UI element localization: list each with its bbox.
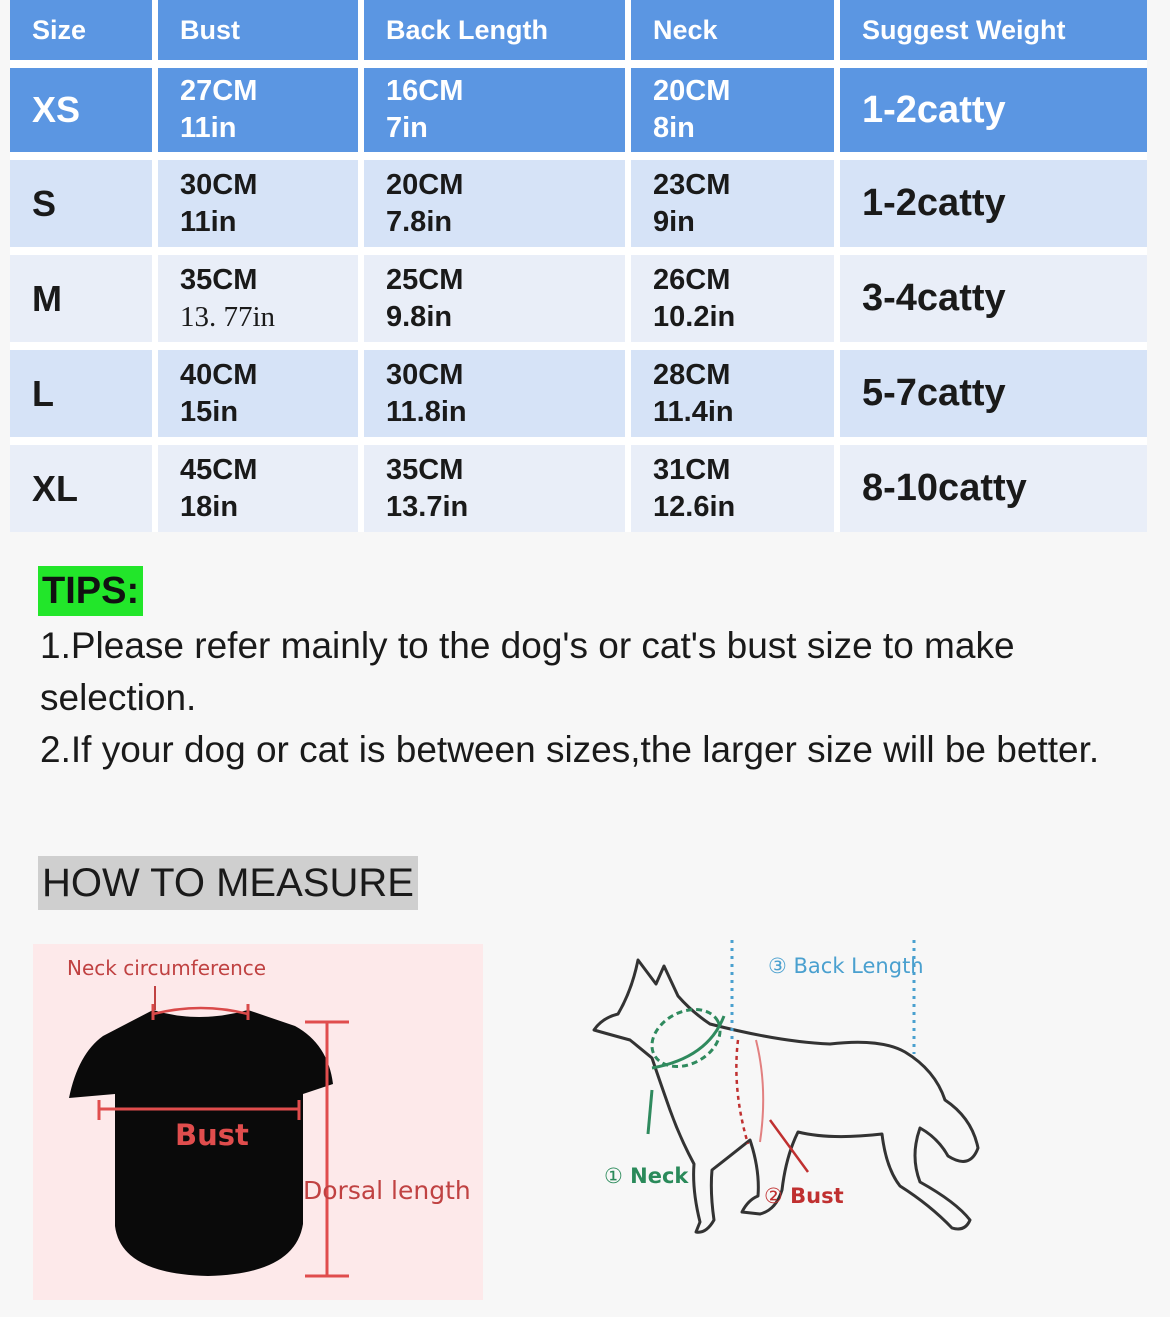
bust-cell (158, 255, 364, 350)
weight-cell: 1-2catty (840, 160, 1147, 255)
bust-cell (158, 160, 364, 255)
header-suggest-weight: Suggest Weight (840, 0, 1147, 68)
table-header-row (10, 0, 1147, 68)
shirt-measure-diagram (33, 944, 483, 1300)
weight-cell: 8-10catty (840, 445, 1147, 532)
table-row (10, 68, 1147, 160)
dog-bust-label (764, 1184, 844, 1208)
size-cell: M (10, 255, 158, 350)
table-row (10, 445, 1147, 532)
back-cm: 25CM (386, 263, 464, 296)
size-cell: L (10, 350, 158, 445)
back-length-cell (364, 68, 631, 160)
bust-cm: 35CM (180, 263, 258, 296)
bust-cell (158, 68, 364, 160)
back-in: 7.8in (386, 205, 453, 238)
bust-cm: 27CM (180, 75, 258, 107)
neck-number: ① (604, 1164, 623, 1188)
size-chart-table (10, 0, 1147, 532)
bust-cell (158, 350, 364, 445)
back-cm: 35CM (386, 453, 464, 486)
back-length-cell (364, 255, 631, 350)
bust-cm: 30CM (180, 168, 258, 201)
bust-text: Bust (790, 1184, 844, 1208)
bust-cell (158, 445, 364, 532)
back-in: 13.7in (386, 490, 469, 523)
neck-in: 9in (653, 205, 695, 238)
shirt-diagram-icon (33, 944, 483, 1300)
back-cm: 20CM (386, 168, 464, 201)
bust-in: 18in (180, 490, 239, 523)
neck-cell (631, 445, 840, 532)
weight-cell: 3-4catty (840, 255, 1147, 350)
neck-in: 8in (653, 112, 695, 144)
bust-in: 13. 77in (180, 300, 276, 333)
weight-cell: 1-2catty (840, 68, 1147, 160)
dog-neck-label (604, 1164, 688, 1188)
header-bust: Bust (158, 0, 364, 68)
neck-cm: 26CM (653, 263, 731, 296)
neck-cell (631, 68, 840, 160)
table-row (10, 255, 1147, 350)
header-back-length: Back Length (364, 0, 631, 68)
size-cell: XL (10, 445, 158, 532)
size-cell: XS (10, 68, 158, 160)
neck-cm: 28CM (653, 358, 731, 391)
neck-in: 10.2in (653, 300, 736, 333)
dorsal-length-label: Dorsal length (303, 1176, 471, 1205)
weight-cell: 5-7catty (840, 350, 1147, 445)
bust-number: ② (764, 1184, 783, 1208)
back-cm: 16CM (386, 75, 464, 107)
back-text: Back Length (793, 954, 924, 978)
table-row (10, 350, 1147, 445)
back-number: ③ (768, 954, 787, 978)
table-row (10, 160, 1147, 255)
back-in: 9.8in (386, 300, 453, 333)
back-cm: 30CM (386, 358, 464, 391)
dog-back-length-label (768, 954, 924, 978)
bust-in: 11in (180, 112, 237, 144)
back-in: 7in (386, 112, 428, 144)
bust-cm: 40CM (180, 358, 258, 391)
neck-cell (631, 255, 840, 350)
neck-cm: 23CM (653, 168, 731, 201)
neck-in: 12.6in (653, 490, 736, 523)
shirt-bust-label: Bust (175, 1118, 249, 1152)
back-length-cell (364, 160, 631, 255)
tip-item: 1.Please refer mainly to the dog's or cat's bust size to make selection. (40, 625, 1015, 718)
tip-item: 2.If your dog or cat is between sizes,the larger size will be better. (40, 729, 1100, 770)
size-cell: S (10, 160, 158, 255)
header-neck: Neck (631, 0, 840, 68)
bust-in: 11in (180, 205, 237, 238)
how-to-measure-heading: HOW TO MEASURE (38, 856, 418, 910)
dog-measure-diagram (560, 920, 1000, 1280)
bust-cm: 45CM (180, 453, 258, 486)
header-size: Size (10, 0, 158, 68)
back-length-cell (364, 445, 631, 532)
bust-in: 15in (180, 395, 239, 428)
back-length-cell (364, 350, 631, 445)
neck-cm: 20CM (653, 75, 731, 107)
neck-cell (631, 350, 840, 445)
neck-in: 11.4in (653, 395, 734, 428)
neck-cell (631, 160, 840, 255)
neck-text: Neck (630, 1164, 689, 1188)
tips-label: TIPS: (38, 566, 143, 616)
neck-circumference-label: Neck circumference (67, 956, 267, 980)
neck-cm: 31CM (653, 453, 731, 486)
back-in: 11.8in (386, 395, 467, 428)
